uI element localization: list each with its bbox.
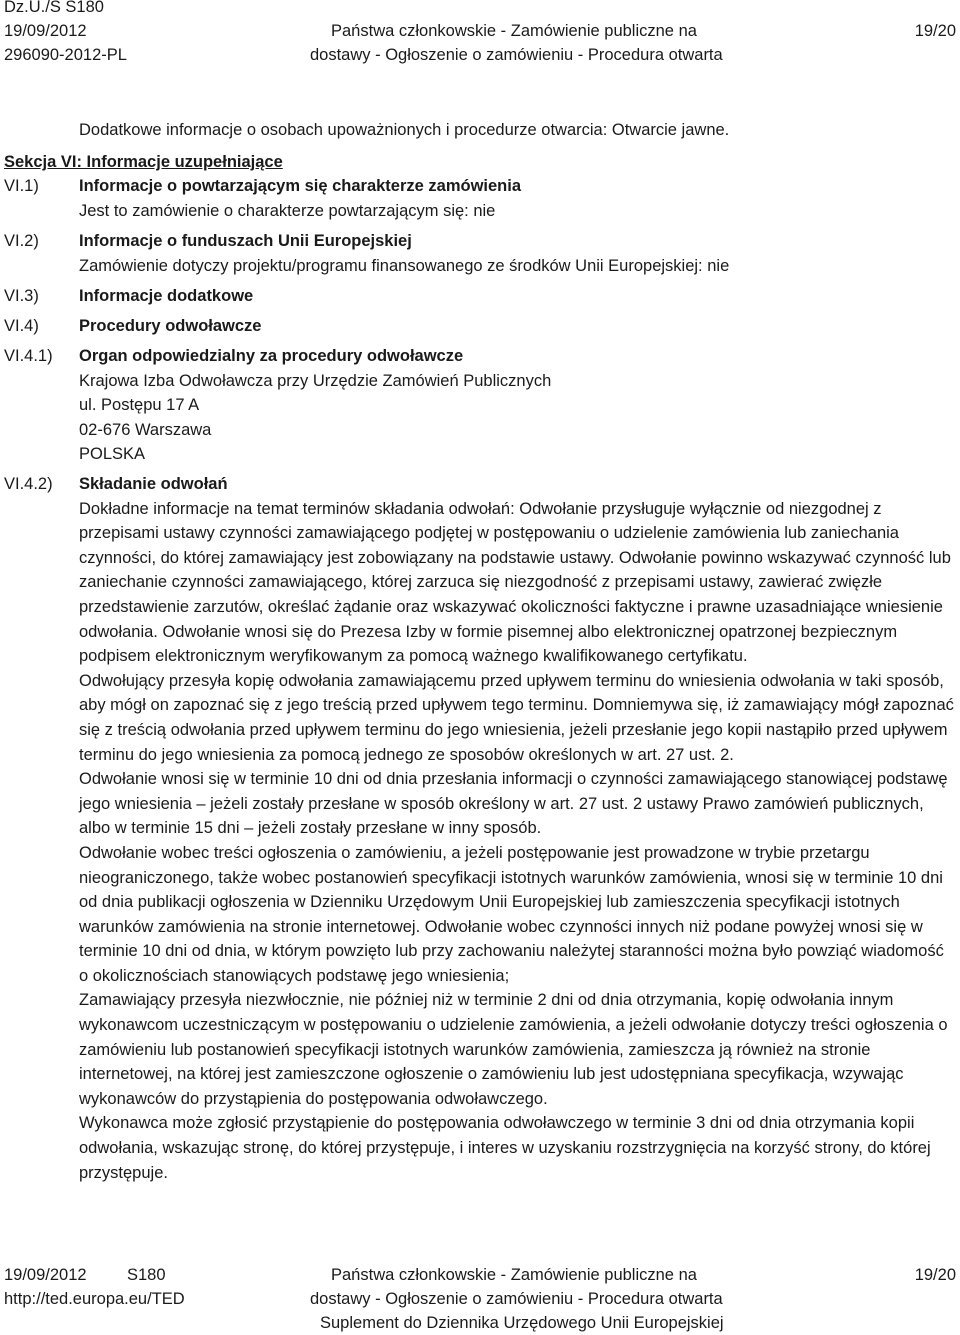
header-title-line1: Państwa członkowskie - Zamówienie publiczne na [331, 22, 697, 40]
header-journal-ref: Dz.U./S S180 [4, 0, 104, 16]
footer-title-line3: Suplement do Dziennika Urzędowego Unii Europejskiej [320, 1314, 724, 1332]
header-page-number: 19/20 [914, 22, 956, 40]
item-number: VI.4) [4, 317, 39, 335]
organ-country: POLSKA [79, 445, 146, 464]
appeal-paragraph-3: Odwołanie wnosi się w terminie 10 dni od dnia przesłania informacji o czynności zamawiającego stanowiącej podstawę jego wniesienia – jeżeli zostały przesłane w sposób określony w art. 27 ust. 2 ustawy Prawo zamówień publicznych, albo w terminie 15 dni – jeżeli zostały przesłane w inny sposób. [79, 770, 948, 838]
item-number: VI.4.2) [4, 475, 53, 493]
appeal-paragraph-2: Odwołujący przesyła kopię odwołania zamawiającemu przed upływem terminu do wniesienia odwołania w taki sposób, aby mógł on zapoznać się z jego treścią przed upływem tego terminu. Domniemywa się, iż zamawiający mógł zapoznać się z treścią odwołania przed upływem terminu do jego wniesienia, jeżeli przesłanie jego kopii nastąpiło przed upływem terminu do jego wniesienia za pomocą jednego ze sposobów określonych w art. 27 ust. 2. [79, 671, 954, 764]
intro-line: Dodatkowe informacje o osobach upoważnionych i procedurze otwarcia: Otwarcie jawne. [79, 121, 730, 139]
organ-name: Krajowa Izba Odwoławcza przy Urzędzie Zamówień Publicznych [79, 371, 552, 390]
item-text: Jest to zamówienie o charakterze powtarzającym się: nie [79, 201, 496, 220]
item-title: Informacje o powtarzającym się charakterze zamówienia [79, 177, 522, 195]
appeal-paragraph-5: Zamawiający przesyła niezwłocznie, nie później niż w terminie 2 dni od dnia otrzymania, kopię odwołania innym wykonawcom uczestniczącym w postępowaniu o udzielenie zamówienia, a jeżeli odwołanie dotyczy treści ogłoszenia o zamówieniu lub postanowień specyfikacji istotnych warunków zamówienia, zamieszcza ją również na stronie internetowej, na której jest zamieszczone ogłoszenie o zamówieniu lub jest udostępniana specyfikacja, wzywając wykonawców do przystąpienia do postępowania odwoławczego. [79, 991, 948, 1108]
item-title: Procedury odwoławcze [79, 317, 262, 335]
item-title: Informacje o funduszach Unii Europejskiej [79, 232, 412, 250]
organ-city: 02-676 Warszawa [79, 420, 212, 439]
item-number: VI.2) [4, 232, 39, 250]
footer-title-line1: Państwa członkowskie - Zamówienie publiczne na [331, 1266, 697, 1284]
section-title: Sekcja VI: Informacje uzupełniające [4, 153, 283, 171]
item-number: VI.3) [4, 287, 39, 305]
header-notice-id: 296090-2012-PL [4, 46, 127, 64]
footer-series: S180 [127, 1266, 166, 1284]
header-date: 19/09/2012 [4, 22, 87, 40]
footer-date: 19/09/2012 [4, 1266, 87, 1284]
appeal-paragraph-6: Wykonawca może zgłosić przystąpienie do postępowania odwoławczego w terminie 3 dni od dnia otrzymania kopii odwołania, wskazując stronę, do której przystępuje, i interes w uzyskaniu rozstrzygnięcia na korzyść strony, do której przystępuje. [79, 1114, 931, 1182]
item-title: Składanie odwołań [79, 475, 228, 493]
header-title-line2: dostawy - Ogłoszenie o zamówieniu - Procedura otwarta [310, 46, 723, 64]
footer-url[interactable]: http://ted.europa.eu/TED [4, 1290, 185, 1308]
item-number: VI.1) [4, 177, 39, 195]
appeal-paragraph-4: Odwołanie wobec treści ogłoszenia o zamówieniu, a jeżeli postępowanie jest prowadzone w trybie przetargu nieograniczonego, także wobec postanowień specyfikacji istotnych warunków zamówienia, wnosi się w terminie 10 dni od dnia publikacji ogłoszenia w Dzienniku Urzędowym Unii Europejskiej lub zamieszczenia specyfikacji istotnych warunków zamówienia na stronie internetowej. Odwołanie wobec czynności innych niż podane powyżej wnosi się w terminie 10 dni od dnia, w którym powzięto lub przy zachowaniu należytej staranności można było powziąć wiadomość o okolicznościach stanowiących podstawę jego wniesienia; [79, 843, 944, 985]
item-title: Organ odpowiedzialny za procedury odwoławcze [79, 347, 464, 365]
footer-title-line2: dostawy - Ogłoszenie o zamówieniu - Procedura otwarta [310, 1290, 723, 1308]
item-title: Informacje dodatkowe [79, 287, 254, 305]
item-number: VI.4.1) [4, 347, 53, 365]
appeal-paragraph-1: Dokładne informacje na temat terminów składania odwołań: Odwołanie przysługuje wyłącznie od niezgodnej z przepisami ustawy czynności zamawiającego podjętej w postępowaniu o udzielenie zamówienia lub zaniechania czynności, do której zamawiający jest zobowiązany na podstawie ustawy. Odwołanie powinno wskazywać czynność lub zaniechanie czynności zamawiającego, której zarzuca się niezgodność z przepisami ustawy, zawierać zwięzłe przedstawienie zarzutów, określać żądanie oraz wskazywać okoliczności faktyczne i prawne uzasadniające wniesienie odwołania. Odwołanie wnosi się do Prezesa Izby w formie pisemnej albo elektronicznej opatrzonej bezpiecznym podpisem elektronicznym weryfikowanym za pomocą ważnego kwalifikowanego certyfikatu. [79, 499, 951, 666]
item-text: Zamówienie dotyczy projektu/programu finansowanego ze środków Unii Europejskiej: nie [79, 256, 730, 275]
organ-street: ul. Postępu 17 A [79, 396, 200, 415]
footer-page-number: 19/20 [914, 1266, 956, 1284]
